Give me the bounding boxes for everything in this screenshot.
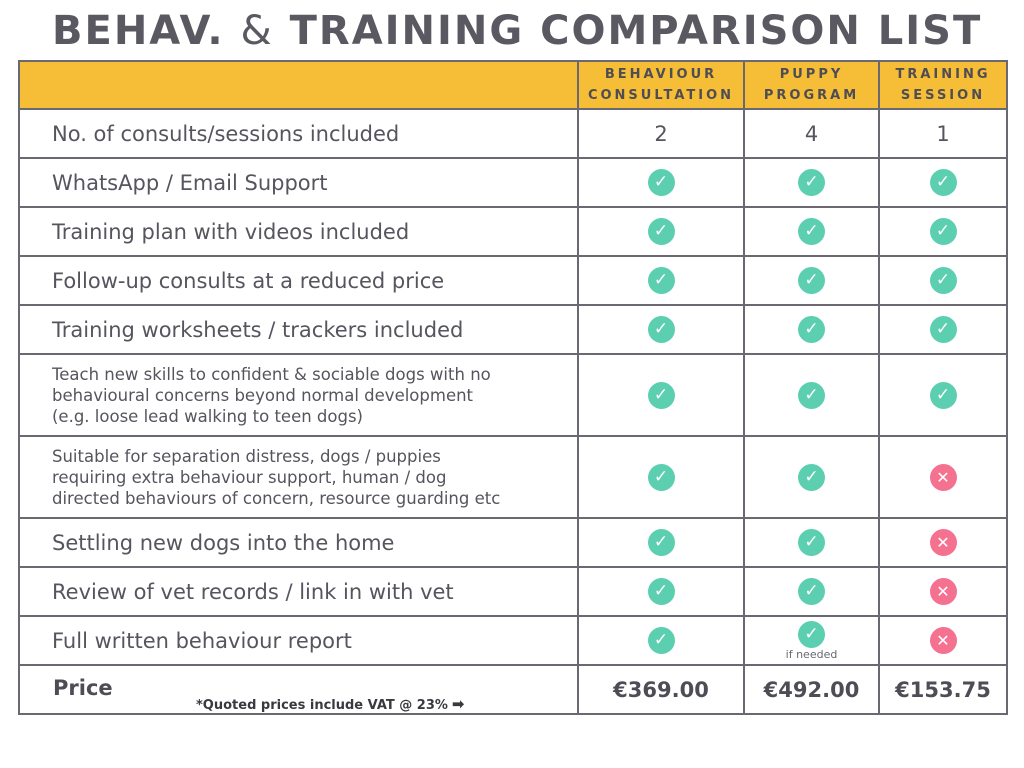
price-label-cell: [19, 665, 578, 714]
availability-cell: [744, 354, 879, 436]
price-puppy-program: €492.00: [744, 665, 879, 714]
count-cell: 4: [744, 109, 879, 158]
feature-text-line: behavioural concerns beyond normal development: [52, 385, 474, 405]
column-header-line2: PROGRAM: [763, 88, 860, 103]
availability-cell: [744, 436, 879, 518]
feature-cell: [19, 256, 578, 305]
check-circle-icon: ✓: [798, 464, 825, 491]
column-header-training-session: [879, 61, 1007, 109]
cross-circle-icon: ✕: [930, 627, 957, 654]
availability-cell: [744, 567, 879, 616]
feature-text: Training plan with videos included: [52, 219, 410, 244]
availability-cell: [879, 305, 1007, 354]
table-row: [19, 518, 1007, 567]
price-behaviour-consultation: €369.00: [578, 665, 744, 714]
column-header-puppy-program: [744, 61, 879, 109]
header-blank-cell: [19, 61, 578, 109]
availability-cell: [879, 518, 1007, 567]
feature-text-line: Suitable for separation distress, dogs / puppies: [52, 446, 441, 466]
check-circle-icon: ✓: [798, 529, 825, 556]
availability-cell: [879, 256, 1007, 305]
feature-cell: [19, 305, 578, 354]
table-row: [19, 305, 1007, 354]
feature-cell: [19, 518, 578, 567]
availability-cell: [744, 616, 879, 665]
availability-cell: [578, 436, 744, 518]
vat-note: [196, 695, 464, 713]
table-row: [19, 158, 1007, 207]
feature-text: Settling new dogs into the home: [52, 530, 395, 555]
feature-cell: [19, 109, 578, 158]
availability-cell: [744, 518, 879, 567]
check-circle-icon: ✓: [648, 627, 675, 654]
comparison-table: [18, 60, 1008, 715]
table-row: [19, 436, 1007, 518]
check-circle-icon: ✓: [930, 218, 957, 245]
cross-circle-icon: ✕: [930, 529, 957, 556]
column-header-line2: CONSULTATION: [587, 88, 735, 103]
feature-text-line: requiring extra behaviour support, human / dog: [52, 467, 447, 487]
availability-cell: [879, 616, 1007, 665]
check-circle-icon: ✓: [798, 267, 825, 294]
availability-cell: [879, 207, 1007, 256]
column-header-line1: TRAINING: [895, 67, 991, 82]
check-circle-icon: ✓: [648, 382, 675, 409]
feature-text-line: (e.g. loose lead walking to teen dogs): [52, 406, 363, 426]
check-circle-icon: ✓: [798, 169, 825, 196]
check-circle-icon: ✓: [798, 218, 825, 245]
price-row: [19, 665, 1007, 714]
feature-text-line: directed behaviours of concern, resource guarding etc: [52, 488, 501, 508]
table-row: [19, 109, 1007, 158]
cross-circle-icon: ✕: [930, 578, 957, 605]
table-row: [19, 354, 1007, 436]
check-circle-icon: ✓: [930, 316, 957, 343]
check-circle-icon: ✓: [648, 316, 675, 343]
availability-cell: [578, 616, 744, 665]
cross-circle-icon: ✕: [930, 464, 957, 491]
page-title: [52, 8, 982, 54]
price-label: Price: [53, 676, 113, 700]
title-part2: TRAINING COMPARISON LIST: [289, 8, 983, 54]
availability-cell: [744, 305, 879, 354]
availability-cell: [578, 354, 744, 436]
availability-cell: [744, 158, 879, 207]
feature-cell: [19, 616, 578, 665]
availability-cell: [879, 158, 1007, 207]
column-header-behaviour-consultation: [578, 61, 744, 109]
check-circle-icon: ✓: [648, 267, 675, 294]
availability-cell: [744, 256, 879, 305]
check-circle-icon: ✓: [798, 578, 825, 605]
availability-cell: [578, 518, 744, 567]
count-cell: 2: [578, 109, 744, 158]
vat-note-text: *Quoted prices include VAT @ 23%: [196, 698, 448, 713]
feature-text: Review of vet records / link in with vet: [52, 579, 454, 604]
check-circle-icon: ✓: [648, 169, 675, 196]
check-circle-icon: ✓: [798, 316, 825, 343]
feature-rows: [19, 109, 1007, 665]
table-row: [19, 616, 1007, 665]
feature-cell: [19, 158, 578, 207]
check-circle-icon: ✓: [930, 267, 957, 294]
feature-cell: [19, 436, 578, 518]
feature-text: No. of consults/sessions included: [52, 121, 400, 146]
title-part1: BEHAV.: [52, 8, 225, 54]
availability-cell: [879, 436, 1007, 518]
title-ampersand: &: [240, 8, 274, 54]
table-row: [19, 567, 1007, 616]
check-circle-icon: ✓: [798, 382, 825, 409]
availability-cell: [578, 567, 744, 616]
header-row: [19, 61, 1007, 109]
check-circle-icon: ✓: [648, 218, 675, 245]
if-needed-note: if needed: [785, 647, 838, 661]
check-circle-icon: ✓: [648, 464, 675, 491]
check-circle-icon: ✓: [648, 529, 675, 556]
availability-cell: [744, 207, 879, 256]
feature-cell: [19, 354, 578, 436]
feature-text: WhatsApp / Email Support: [52, 170, 328, 195]
feature-cell: [19, 567, 578, 616]
column-header-line1: PUPPY: [779, 67, 844, 82]
table-row: [19, 207, 1007, 256]
feature-text: Follow-up consults at a reduced price: [52, 268, 445, 293]
availability-cell: [879, 354, 1007, 436]
table-row: [19, 256, 1007, 305]
availability-cell: [578, 305, 744, 354]
check-circle-icon: ✓: [648, 578, 675, 605]
column-header-line1: BEHAVIOUR: [604, 67, 718, 82]
check-circle-icon: ✓: [930, 169, 957, 196]
availability-cell: [578, 158, 744, 207]
feature-cell: [19, 207, 578, 256]
arrow-right-icon: ➡: [451, 695, 465, 713]
check-circle-icon: ✓: [930, 382, 957, 409]
availability-cell: [578, 256, 744, 305]
feature-text: Training worksheets / trackers included: [52, 317, 464, 342]
count-cell: 1: [879, 109, 1007, 158]
check-circle-icon: ✓: [798, 621, 825, 648]
price-training-session: €153.75: [879, 665, 1007, 714]
feature-text: Full written behaviour report: [52, 628, 352, 653]
availability-cell: [879, 567, 1007, 616]
availability-cell: [578, 207, 744, 256]
column-header-line2: SESSION: [900, 88, 986, 103]
feature-text-line: Teach new skills to confident & sociable dogs with no: [52, 364, 491, 384]
